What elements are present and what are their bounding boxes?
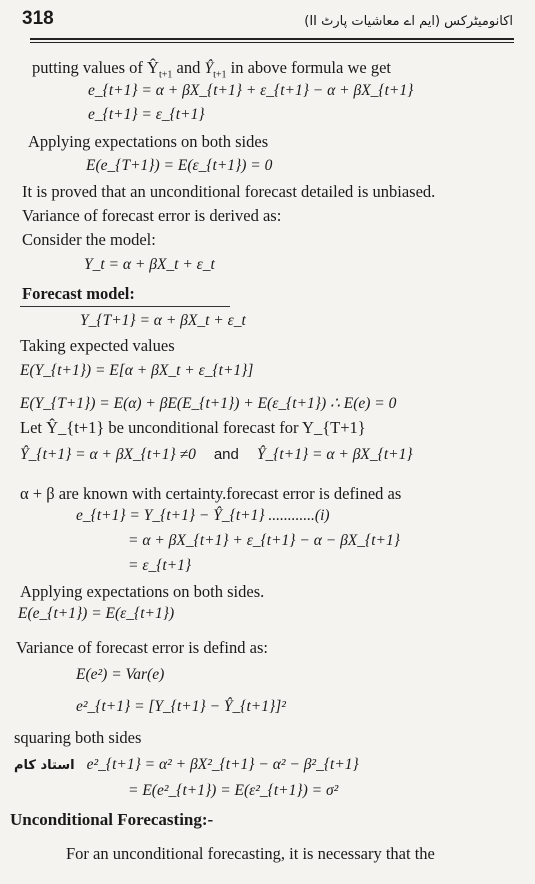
section-heading: Unconditional Forecasting:-	[10, 810, 214, 829]
equation-line: = ε_{t+1}	[128, 557, 192, 574]
running-header-urdu: اکانومیٹرکس (ایم اے معاشیات پارٹ II)	[304, 14, 513, 29]
header-rule-top	[30, 38, 514, 40]
equation-line: استاد کام e²_{t+1} = α² + βX²_{t+1} − α² − β²_{t+1}	[14, 756, 359, 773]
equation-line: E(e²) = Var(e)	[76, 666, 165, 683]
text-line: Consider the model:	[22, 230, 156, 249]
text-line: Applying expectations on both sides.	[20, 582, 265, 601]
section-heading: Forecast model:	[22, 284, 135, 303]
equation-line: e²_{t+1} = [Y_{t+1} − Ŷ_{t+1}]²	[76, 698, 286, 715]
text-line: Variance of forecast error is derived as:	[22, 206, 282, 225]
equation-line: Ŷ_{t+1} = α + βX_{t+1} ≠0 and Ŷ_{t+1} = α + βX_{t+1}	[20, 446, 413, 463]
watermark: استاد کام	[14, 758, 75, 773]
equation-line: = α + βX_{t+1} + ε_{t+1} − α − βX_{t+1}	[128, 532, 400, 549]
text-line: Applying expectations on both sides	[28, 132, 269, 151]
equation-line: = E(e²_{t+1}) = E(ε²_{t+1}) = σ²	[128, 782, 339, 799]
page-number: 318	[22, 8, 54, 29]
text-line: Let Ŷ_{t+1} be unconditional forecast for Y_{T+1}	[20, 418, 366, 437]
equation-line: E(e_{t+1}) = E(ε_{t+1})	[18, 605, 175, 622]
header-rule-bottom	[30, 42, 514, 43]
equation-line: E(Y_{t+1}) = E[α + βX_t + ε_{t+1}]	[20, 362, 254, 379]
equation-line: E(e_{T+1}) = E(ε_{t+1}) = 0	[86, 157, 273, 174]
equation-line: e_{t+1} = Y_{t+1} − Ŷ_{t+1} ............(i)	[76, 507, 330, 524]
equation-line: e_{t+1} = ε_{t+1}	[88, 106, 205, 123]
text-line: For an unconditional forecasting, it is necessary that the	[66, 844, 435, 863]
text-line: It is proved that an unconditional forecast detailed is unbiased.	[22, 182, 436, 201]
equation-line: e_{t+1} = α + βX_{t+1} + ε_{t+1} − α + βX_{t+1}	[88, 82, 414, 99]
text-line: Variance of forecast error is defind as:	[16, 638, 268, 657]
equation-line: Y_{T+1} = α + βX_t + ε_t	[80, 312, 246, 329]
text-line: putting values of $Ŷ_{t+1}$ and $Ŷ_{t+1}$ in above formula we get	[32, 58, 391, 81]
text-line: squaring both sides	[14, 728, 142, 747]
text-line: Taking expected values	[20, 336, 175, 355]
equation-line: E(Y_{T+1}) = E(α) + βE(E_{t+1}) + E(ε_{t+1}) ∴ E(e) = 0	[20, 395, 397, 412]
equation-line: Y_t = α + βX_t + ε_t	[84, 256, 215, 273]
text-line: α + β are known with certainty.forecast error is defined as	[20, 484, 402, 503]
heading-underline	[20, 306, 230, 307]
